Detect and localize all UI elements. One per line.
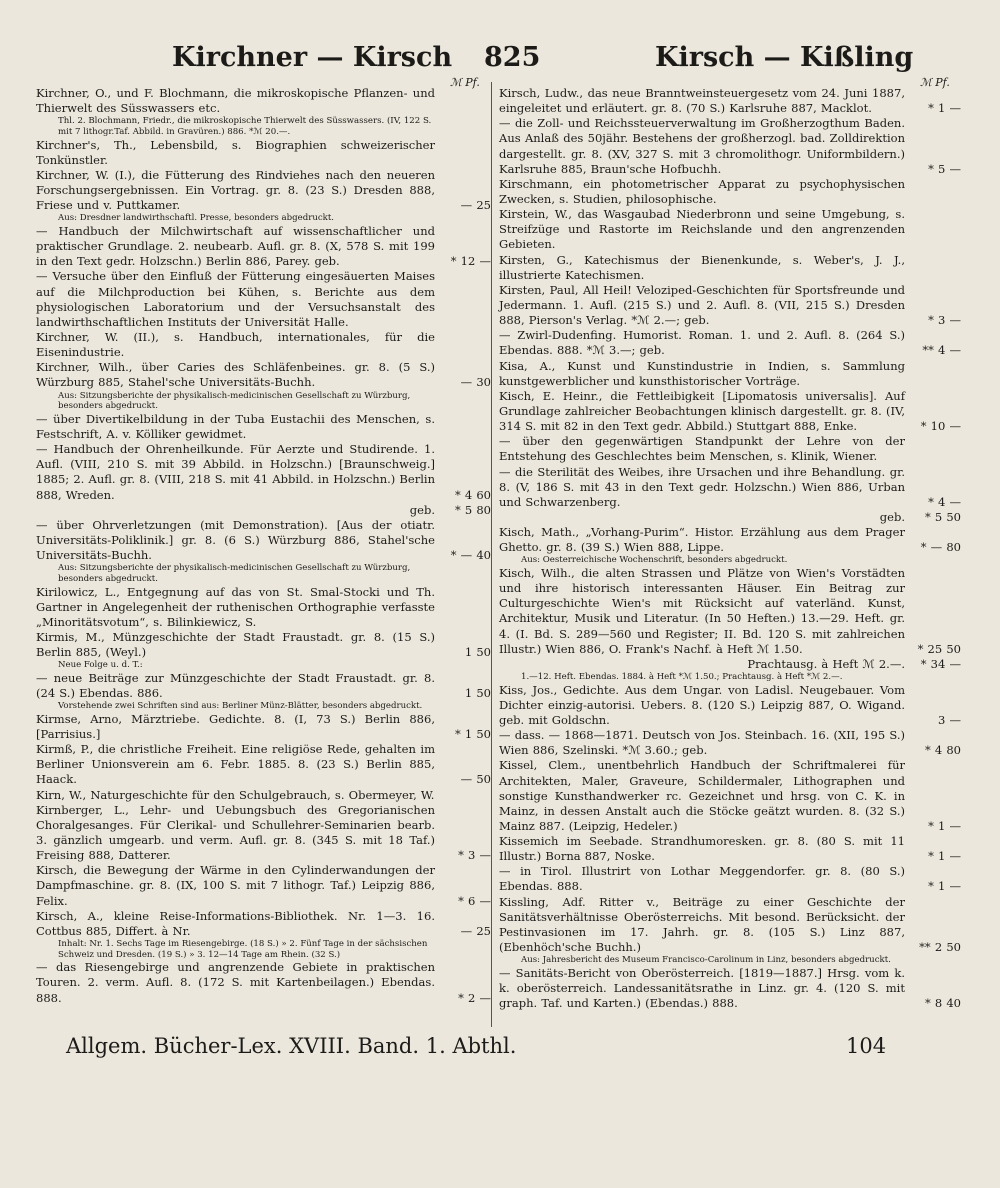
bibliography-entry — [36, 671, 491, 701]
bibliography-entry — [36, 412, 491, 442]
bibliography-entry — [36, 518, 491, 563]
bibliography-entry — [36, 630, 491, 660]
entry-price: * 10 — — [920, 419, 961, 434]
bibliography-entry — [36, 788, 491, 803]
page-number-top: 825 — [484, 42, 541, 73]
entry-price: * 25 50 — [917, 641, 961, 656]
bibliography-entry — [36, 712, 491, 742]
entry-text: Kirsch, A., kleine Reise-Informations-Bibliothek. Nr. 1—3. 16. Cottbus 885, Differt. à Nr. — [36, 908, 435, 938]
entry-text: Aus: Dresdner landwirthschaftl. Presse, besonders abgedruckt. — [58, 213, 335, 224]
entry-price: * — 40 — [450, 548, 491, 563]
bibliography-entry — [499, 566, 961, 657]
entry-price: * 5 80 — [454, 502, 491, 517]
entry-text: Kissemich im Seebade. Strandhumoresken. gr. 8. (80 S. mit 11 Illustr.) Borna 887, Noske. — [499, 834, 905, 864]
entry-text: Thl. 2. Blochmann, Friedr., die mikroskopische Thierwelt des Süsswassers. (IV, 122 S. mit 7 lithogr.Taf. Abbild. in Gravüren.) 886. *ℳ 20.—. — [58, 116, 432, 137]
entry-note — [36, 563, 491, 584]
entry-note — [36, 701, 491, 712]
entry-text: 1.—12. Heft. Ebendas. 1884. à Heft *ℳ 1.50.; Prachtausg. à Heft *ℳ 2.—. — [521, 672, 843, 682]
entry-price: * 5 — — [928, 161, 961, 176]
entry-note — [36, 391, 491, 412]
bibliography-entry — [499, 207, 961, 252]
entry-price: * 1 — — [928, 879, 961, 894]
entry-text: Kisch, Wilh., die alten Strassen und Plätze von Wien's Vorstädten und ihre historisch interessanten Häuser. Ein Beitrag zur Culturgeschichte Wien's mit Rücksicht auf vaterländ. Kunst, Architektur, Musik und Literatur. (In 50 Heften.) 13.—29. Heft. gr. 4. (I. Bd. S. 289—560 und Register; II. Bd. 120 S. mit zahlreichen Illustr.) Wien 886, O. Frank's Nachf. à Heft ℳ 1.50. — [499, 566, 905, 656]
entry-text: Kirsch, Ludw., das neue Branntweinsteuergesetz vom 24. Juni 1887, eingeleitet und erläutert. gr. 8. (70 S.) Karlsruhe 887, Macklot. — [499, 86, 905, 116]
entry-text: — Versuche über den Einfluß der Fütterung eingesäuerten Maises auf die Milchproduction bei Kühen, s. Berichte aus dem physiologischen Laboratorium und der Versuchsanstalt des landwirthschaftlichen Instituts der Universität Halle. — [36, 269, 435, 329]
entry-text: Aus: Sitzungsberichte der physikalisch-medicinischen Gesellschaft zu Würzburg, besonders abgedruckt. — [58, 390, 411, 412]
bibliography-entry — [499, 283, 961, 328]
entry-text: Aus: Sitzungsberichte der physikalisch-medicinischen Gesellschaft zu Würzburg, besonders abgedruckt. — [58, 563, 411, 584]
entry-price: * 3 — — [928, 313, 961, 328]
entry-text: Kirchner's, Th., Lebensbild, s. Biographien schweizerischer Tonkünstler. — [36, 137, 435, 167]
entry-text: Kiss, Jos., Gedichte. Aus dem Ungar. von Ladisl. Neugebauer. Vom Dichter einzig-autorisi. Uebers. 8. (120 S.) Leipzig 887, O. Wigand. geb. mit Goldschn. — [499, 682, 905, 727]
entry-text: — Handbuch der Ohrenheilkunde. Für Aerzte und Studirende. 1. Aufl. (VIII, 210 S. mit 39 Abbild. in Holzschn.) [Braunschweig.] 1885; 2. Aufl. gr. 8. (VIII, 218 S. mit 41 Abbild. in Holzschn.) Berlin 888, Wreden. — [36, 442, 435, 502]
entry-note — [499, 555, 961, 566]
running-head-left: Kirchner — Kirsch — [172, 42, 453, 73]
entry-text: Kirnberger, L., Lehr- und Uebungsbuch des Gregorianischen Choralgesanges. Für Clerikal- und Schullehrer-Seminarien bearb. 3. gänzlich umgearb. und verm. Aufl. gr. 8. (345 S. mit 18 Taf.) Freising 888, Datterer. — [36, 802, 435, 863]
bibliography-entry — [499, 525, 961, 555]
entry-text: — in Tirol. Illustrirt von Lothar Meggendorfer. gr. 8. (80 S.) Ebendas. 888. — [499, 864, 905, 894]
entry-text: — neue Beiträge zur Münzgeschichte der Stadt Fraustadt. gr. 8. (24 S.) Ebendas. 886. — [36, 670, 435, 701]
entry-text: Kirilowicz, L., Entgegnung auf das von St. Smal-Stocki und Th. Gartner in Angelegenheit der ruthenischen Orthographie verfasste „Minoritätsvotum“, s. Bilinkiewicz, S. — [36, 584, 435, 629]
entry-text: Kirchner, Wilh., über Caries des Schläfenbeines. gr. 8. (5 S.) Würzburg 885, Stahel'sche Universitäts-Buchh. — [36, 360, 435, 390]
bibliography-entry — [36, 86, 491, 116]
bibliography-entry — [499, 864, 961, 894]
entry-text: Kissling, Adf. Ritter v., Beiträge zu einer Geschichte der Sanitätsverhältnisse Oberösterreichs. Mit besond. Berücksicht. der Pestinvasionen im 17. Jahrh. gr. 8. (105 S.) Linz 887, (Ebenhöch'sche Buchh.) — [499, 894, 905, 955]
bibliography-entry — [36, 742, 491, 787]
entry-text: Kirmis, M., Münzgeschichte der Stadt Fraustadt. gr. 8. (15 S.) Berlin 885, (Weyl.) — [36, 629, 435, 660]
entry-note — [36, 939, 491, 960]
entry-text: Kirsten, G., Katechismus der Bienenkunde, s. Weber's, J. J., illustrierte Katechismen. — [499, 252, 905, 282]
entry-price: * 12 — — [450, 254, 491, 269]
entry-price: * 1 — — [928, 101, 961, 116]
bibliography-entry — [36, 863, 491, 908]
entry-text: — über den gegenwärtigen Standpunkt der Lehre von der Entstehung des Geschlechtes beim Menschen, s. Klinik, Wiener. — [499, 434, 905, 464]
entry-text: — Sanitäts-Bericht von Oberösterreich. [1819—1887.] Hrsg. vom k. k. oberösterreich. Landessanitätsrathe in Linz. gr. 4. (120 S. mit graph. Taf. und Karten.) (Ebendas.) 888. — [499, 965, 905, 1011]
bibliography-entry — [499, 434, 961, 464]
entry-text: — Handbuch der Milchwirtschaft auf wissenschaftlicher und praktischer Grundlage. 2. neubearb. Aufl. gr. 8. (X, 578 S. mit 199 in den Text gedr. Holzschn.) Berlin 886, Parey. geb. — [36, 223, 435, 269]
entry-price: * 34 — — [920, 656, 961, 671]
bibliography-entry — [36, 224, 491, 269]
bibliography-entry — [36, 269, 491, 330]
bibliography-entry — [36, 503, 491, 518]
bibliography-entry — [499, 510, 961, 525]
bibliography-entry — [499, 116, 961, 177]
entry-price: * 5 50 — [924, 509, 961, 524]
entry-text: Kirmse, Arno, Märztriebe. Gedichte. 8. (I, 73 S.) Berlin 886, [Parrisius.] — [36, 711, 435, 741]
bibliography-entry — [499, 177, 961, 207]
entry-text: Kirsch, die Bewegung der Wärme in den Cylinderwandungen der Dampfmaschine. gr. 8. (IX, 100 S. mit 7 lithogr. Taf.) Leipzig 886, Felix. — [36, 863, 435, 908]
bibliography-entry — [499, 834, 961, 864]
entry-price: * 6 — — [458, 893, 491, 908]
entry-text: geb. — [879, 509, 905, 524]
entry-price: — 50 — [460, 772, 491, 787]
bibliography-entry — [499, 328, 961, 358]
bibliography-entry — [36, 138, 491, 168]
entry-price: — 25 — [460, 923, 491, 938]
bibliography-entry — [499, 895, 961, 956]
bibliography-entry — [36, 960, 491, 1005]
entry-note — [36, 116, 491, 137]
bibliography-entry — [36, 168, 491, 213]
entry-note — [36, 213, 491, 224]
running-head-right: Kirsch — Kißling — [655, 42, 914, 73]
entry-text: Prachtausg. à Heft ℳ 2.—. — [747, 656, 905, 671]
entry-text: geb. — [409, 502, 435, 517]
entry-text: — die Zoll- und Reichssteuerverwaltung im Großherzogthum Baden. Aus Anlaß des 50jähr. Bestehens der großherzogl. bad. Zolldirektion dargestellt. gr. 8. (XV, 327 S. mit 3 chromolithogr. Uniformbildern.) Karlsruhe 885, Braun'sche Hofbuchh. — [499, 116, 905, 176]
bibliography-entry — [36, 803, 491, 864]
entry-price: 3 — — [937, 712, 961, 727]
entry-price: 1 50 — [464, 686, 491, 701]
entry-price: * 3 — — [458, 848, 491, 863]
bibliography-entry — [36, 585, 491, 630]
signature-line: Allgem. Bücher-Lex. XVIII. Band. 1. Abthl. — [66, 1034, 517, 1058]
bibliography-entry — [36, 442, 491, 503]
right-column — [499, 86, 961, 1011]
entry-text: — Zwirl-Dudenfing. Humorist. Roman. 1. und 2. Aufl. 8. (264 S.) Ebendas. 888. *ℳ 3.—; geb. — [499, 328, 905, 358]
entry-note — [499, 672, 961, 683]
entry-price: * 4 — — [928, 494, 961, 509]
entry-price: — 30 — [460, 375, 491, 390]
bibliography-entry — [499, 728, 961, 758]
entry-text: — über Ohrverletzungen (mit Demonstration). [Aus der otiatr. Universitäts-Poliklinik.] gr. 8. (6 S.) Würzburg 886, Stahel'sche Universitäts-Buchh. — [36, 517, 435, 563]
bibliography-entry — [499, 758, 961, 834]
entry-text: Kisa, A., Kunst und Kunstindustrie in Indien, s. Sammlung kunstgewerblicher und kunsthistorischer Vorträge. — [499, 358, 905, 388]
entry-price: ** 2 50 — [919, 940, 961, 955]
entry-price: 1 50 — [464, 645, 491, 660]
entry-price: * 1 — — [928, 849, 961, 864]
entry-price: * 1 — — [928, 818, 961, 833]
entry-text: Kisch, Math., „Vorhang-Purim“. Histor. Erzählung aus dem Prager Ghetto. gr. 8. (39 S.) Wien 888, Lippe. — [499, 525, 905, 555]
bibliography-entry — [36, 360, 491, 390]
entry-text: Aus: Jahresbericht des Museum Francisco-Carolinum in Linz, besonders abgedruckt. — [521, 955, 891, 966]
entry-price: ** 4 — — [922, 343, 961, 358]
entry-text: Kirchner, W. (I.), die Fütterung des Rindviehes nach den neueren Forschungsergebnissen. Ein Vortrag. gr. 8. (23 S.) Dresden 888, Friese und v. Puttkamer. — [36, 167, 435, 213]
entry-text: Kirchner, W. (II.), s. Handbuch, internationales, für die Eisenindustrie. — [36, 329, 435, 360]
entry-text: Kirschmann, ein photometrischer Apparat zu psychophysischen Zwecken, s. Studien, philosophische. — [499, 176, 905, 206]
column-divider — [491, 82, 492, 1027]
sheet-number: 104 — [846, 1034, 887, 1058]
bibliography-entry — [36, 330, 491, 360]
entry-note — [36, 660, 491, 671]
entry-text: Kisch, E. Heinr., die Fettleibigkeit [Lipomatosis universalis]. Auf Grundlage zahlreicher Beobachtungen klinisch dargestellt. gr. 8. (IV, 314 S. mit 82 in den Text gedr. Abbild.) Stuttgart 888, Enke. — [499, 388, 905, 434]
entry-price: * 2 — — [458, 990, 491, 1005]
bibliography-entry — [499, 389, 961, 434]
entry-text: — dass. — 1868—1871. Deutsch von Jos. Steinbach. 16. (XII, 195 S.) Wien 886, Szelinski. *ℳ 3.60.; geb. — [499, 728, 905, 758]
entry-text: Kirn, W., Naturgeschichte für den Schulgebrauch, s. Obermeyer, W. — [36, 787, 435, 802]
left-column — [36, 86, 491, 1006]
price-unit-right: ℳ Pf. — [920, 76, 950, 89]
entry-text: Kirchner, O., und F. Blochmann, die mikroskopische Pflanzen- und Thierwelt des Süsswassers etc. — [36, 86, 435, 116]
entry-price: * 4 60 — [454, 487, 491, 502]
price-unit-left: ℳ Pf. — [450, 76, 480, 89]
entry-price: * 4 80 — [924, 743, 961, 758]
entry-price: — 25 — [460, 198, 491, 213]
entry-text: Neue Folge u. d. T.: — [58, 660, 143, 671]
entry-text: — über Divertikelbildung in der Tuba Eustachii des Menschen, s. Festschrift, A. v. Kölliker gewidmet. — [36, 411, 435, 441]
entry-text: Aus: Oesterreichische Wochenschrift, besonders abgedruckt. — [521, 555, 788, 566]
entry-text: — das Riesengebirge und angrenzende Gebiete in praktischen Touren. 2. verm. Aufl. 8. (172 S. mit Kartenbeilagen.) Ebendas. 888. — [36, 960, 435, 1005]
entry-price: * 1 50 — [454, 726, 491, 741]
entry-text: Kirsten, Paul, All Heil! Veloziped-Geschichten für Sportsfreunde und Jedermann. 1. Aufl. (215 S.) und 2. Aufl. 8. (VII, 215 S.) Dresden 888, Pierson's Verlag. *ℳ 2.—; geb. — [499, 282, 905, 328]
bibliography-entry — [499, 86, 961, 116]
bibliography-entry — [499, 683, 961, 728]
bibliography-entry — [499, 657, 961, 672]
entry-note — [499, 955, 961, 966]
bibliography-entry — [36, 909, 491, 939]
bibliography-entry — [499, 966, 961, 1011]
entry-text: Kirstein, W., das Wasgaubad Niederbronn und seine Umgebung, s. Streifzüge und Rastorte im Reichslande und den angrenzenden Gebieten. — [499, 207, 905, 252]
entry-price: * 8 40 — [924, 996, 961, 1011]
entry-text: Kirmß, P., die christliche Freiheit. Eine religiöse Rede, gehalten im Berliner Unionsverein am 6. Febr. 1885. 8. (23 S.) Berlin 885, Haack. — [36, 742, 435, 787]
entry-text: Vorstehende zwei Schriften sind aus: Berliner Münz-Blätter, besonders abgedruckt. — [58, 701, 423, 712]
bibliography-entry — [499, 465, 961, 510]
entry-price: * — 80 — [920, 540, 961, 555]
bibliography-entry — [499, 253, 961, 283]
entry-text: — die Sterilität des Weibes, ihre Ursachen und ihre Behandlung. gr. 8. (V, 186 S. mit 43 in den Text gedr. Holzschn.) Wien 886, Urban und Schwarzenberg. — [499, 464, 905, 509]
entry-text: Kissel, Clem., unentbehrlich Handbuch der Schriftmalerei für Architekten, Maler, Graveure, Schildermaler, Lithographen und sonstige Kunsthandwerker rc. Gezeichnet und hrsg. von C. K. in Mainz, in dessen Anstalt auch die Stöcke geätzt wurden. 8. (32 S.) Mainz 887. (Leipzig, Hedeler.) — [499, 758, 905, 833]
bibliography-entry — [499, 359, 961, 389]
entry-text: Inhalt: Nr. 1. Sechs Tage im Riesengebirge. (18 S.) » 2. Fünf Tage in der sächsischen Schweiz und Dresden. (19 S.) » 3. 12—14 Tage am Rhein. (32 S.) — [58, 938, 428, 960]
